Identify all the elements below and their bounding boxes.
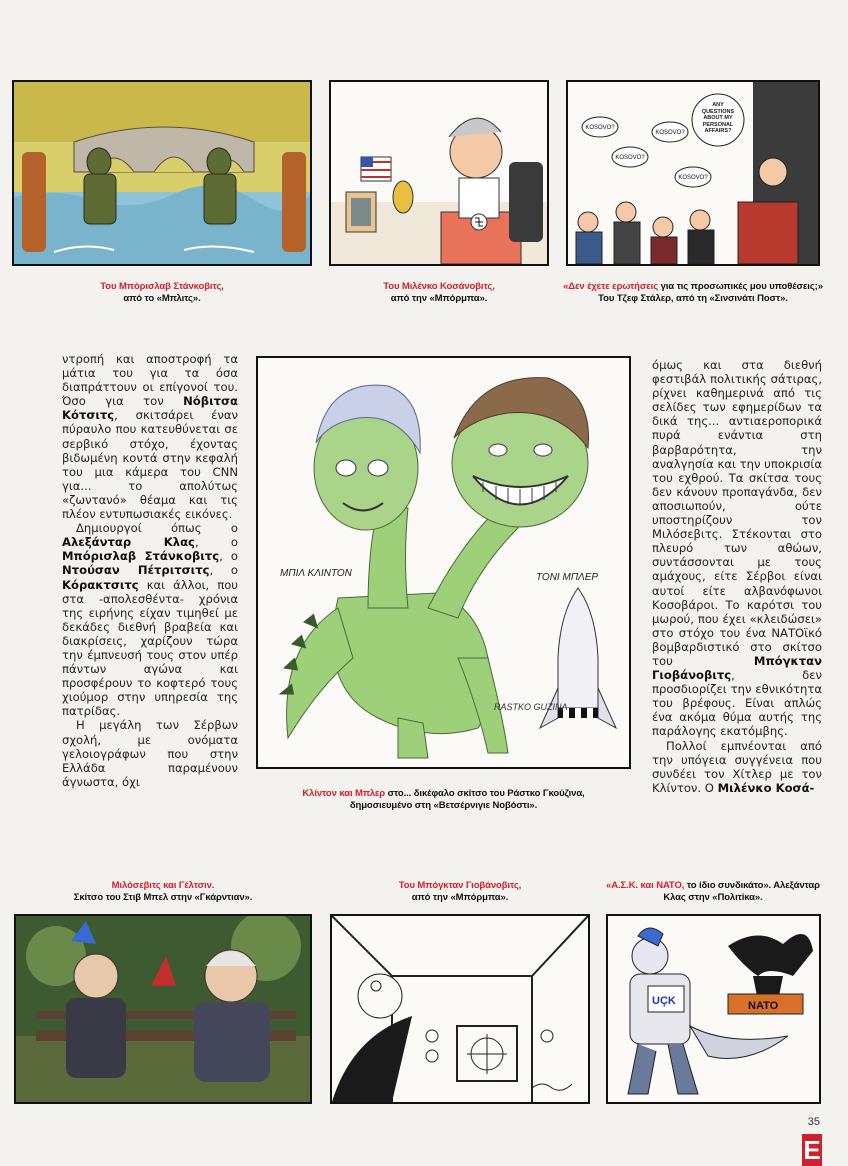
- caption-3: «Δεν έχετε ερωτήσεις για τις προσωπικές μου υποθέσεις;» Του Τζεφ Στάλερ, από τη «Σινσινάτι Ποστ».: [563, 281, 823, 304]
- left-paragraph-3: [62, 718, 238, 788]
- left-column: [62, 352, 238, 789]
- right-paragraph-2: [652, 739, 822, 795]
- left-paragraph-1: [62, 352, 238, 521]
- text-run: Δημιουργοί όπως ο: [76, 521, 238, 536]
- kosovo-bubble-4: KOSOVO?: [678, 175, 708, 181]
- bold-name: Μπόγκταν Γιοβάνοβιτς: [652, 653, 822, 683]
- right-paragraph-1: [652, 358, 822, 739]
- cartoon-bridge: [12, 80, 312, 266]
- cartoon-cockpit: [330, 914, 590, 1104]
- caption-4: Μιλόσεβιτς και Γέλτσιν. Σκίτσο του Στιβ Μπελ στην «Γκάρντιαν».: [73, 880, 253, 903]
- caption-1: Του Μπόρισλαβ Στάνκοβιτς, από το «Μπλιτς».: [100, 281, 224, 304]
- text-run: και άλλοι, που στα -απολεσθέντα- χρόνια της ειρήνης είχαν τιμηθεί με δεκάδες διεθνή βραβεία και διακρίσεις, χαρίζουν τώρα την έμπνευσή τους στον υπέρ πάντων αγώνα και προσφέρουν το κοφτερό τους χιούμορ στην υπηρεσία της πατρίδας.: [62, 577, 238, 719]
- right-column: [652, 358, 822, 795]
- text-run: , δεν προσδιορίζει την εθνικότητα του βρέφους. Είναι απλώς ένα ακόμα θύμα αυτής της παράλογης εκατόμβης.: [652, 668, 822, 739]
- left-paragraph-2: [62, 521, 238, 718]
- kosovo-bubble-3: KOSOVO?: [655, 130, 685, 136]
- text-run: , ο: [194, 535, 238, 550]
- kosovo-bubble-2: KOSOVO?: [615, 155, 645, 161]
- text-run: , ο: [219, 549, 238, 564]
- artist-signature: RASTKO GUZINA: [494, 702, 568, 712]
- bold-name: Κόρακτσιτς: [62, 577, 139, 592]
- text-run: ντροπή και αποστροφή τα μάτια του για τα όσα διαπράττουν οι επίγονοί του. Όσο για τον: [62, 352, 238, 409]
- question-bubble: ANY QUESTIONS ABOUT MY PERSONAL AFFAIRS?: [701, 102, 735, 134]
- cartoon-press-conference: [566, 80, 820, 266]
- uck-label: UÇK: [652, 995, 676, 1007]
- text-run: , ο: [209, 563, 238, 578]
- cartoon-milosevic-yeltsin: [14, 914, 312, 1104]
- bold-name: Νόβιτσα Κότσιτς: [62, 394, 238, 423]
- caption-5: Του Μπόγκταν Γιοβάνοβιτς, από την «Μπόρμπα».: [398, 880, 522, 903]
- kosovo-bubble-1: KOSOVO?: [585, 125, 615, 131]
- label-tony: ΤΟΝΙ ΜΠΛΕΡ: [536, 572, 599, 583]
- label-bill: ΜΠΙΛ ΚΛΙΝΤΟΝ: [280, 568, 352, 579]
- cartoon-uck-nato: [606, 914, 821, 1104]
- page-number: 35: [807, 1116, 820, 1128]
- cartoon-clinton-blair: [256, 356, 631, 769]
- text-run: όμως και στα διεθνή φεστιβάλ πολιτικής σάτιρας, ρίχνει καθημερινά από τις σελίδες των εφημερίδων τα δικά της... αντιαεροπορικά πυρά ενάντια στη βαρβαρότητα, την αναλγησία και την υποκρισία του εχθρού. Τα σκίτσα τους δεν κάνουν προπαγάνδα, δεν αποσιωπούν, ούτε υποστηρίζουν τον Μιλόσεβιτς. Στέκονται στο πλευρό των αθώων, συντάσσονται με τους αμάχους, είτε Σέρβοι είναι αυτοί είτε αλβανόφωνοι Κοσοβάροι. Το καρότσι του μωρού, που έχει «κλειδώσει» στο στόχο του ένα ΝΑΤΟϊκό βομβαρδιστικό στο σκίτσο του: [652, 358, 822, 668]
- text-run: Η μεγάλη των Σέρβων σχολή, με ονόματα γελοιογράφων που στην Ελλάδα παραμένουν άγνωστα, όχι: [62, 718, 238, 789]
- cartoon-clinton-hitler: [329, 80, 549, 266]
- caption-center: Κλίντον και Μπλερ στο... δικέφαλο σκίτσο του Ράστκο Γκούζινα, δημοσιευμένο στη «Βετσέρνιγιε Νοβόστι».: [302, 788, 585, 811]
- text-run: , σκιτσάρει έναν πύραυλο που κατευθύνεται σε σερβικό στόχο, έχοντας βιδωμένη κοντά στην κεφαλή του μια κάμερα του CNN για... το απολύτως «ζωντανό» θέαμα και τις πλέον εντυπωσιακές εικόνες.: [62, 408, 238, 522]
- bold-name: Ντούσαν Πέτριτσιτς: [62, 563, 210, 578]
- text-run: Πολλοί εμπνέονται από την υπόγεια συγγένεια που συνδέει τον Χίτλερ με τον Κλίντον. Ο: [652, 738, 822, 795]
- caption-6: «Α.Σ.Κ. και ΝΑΤΟ, το ίδιο συνδικάτο». Αλεξάνταρ Κλας στην «Πολιτίκα».: [606, 880, 820, 903]
- bold-name: Μιλένκο Κοσά-: [717, 780, 815, 795]
- caption-2: Του Μιλένκο Κοσάνοβιτς, από την «Μπόρμπα».: [383, 281, 495, 304]
- nato-armband: NATO: [748, 1000, 779, 1012]
- magazine-logo: E: [803, 1135, 821, 1165]
- bold-name: Αλεξάνταρ Κλας: [62, 535, 195, 550]
- bold-name: Μπόρισλαβ Στάνκοβιτς: [62, 549, 220, 564]
